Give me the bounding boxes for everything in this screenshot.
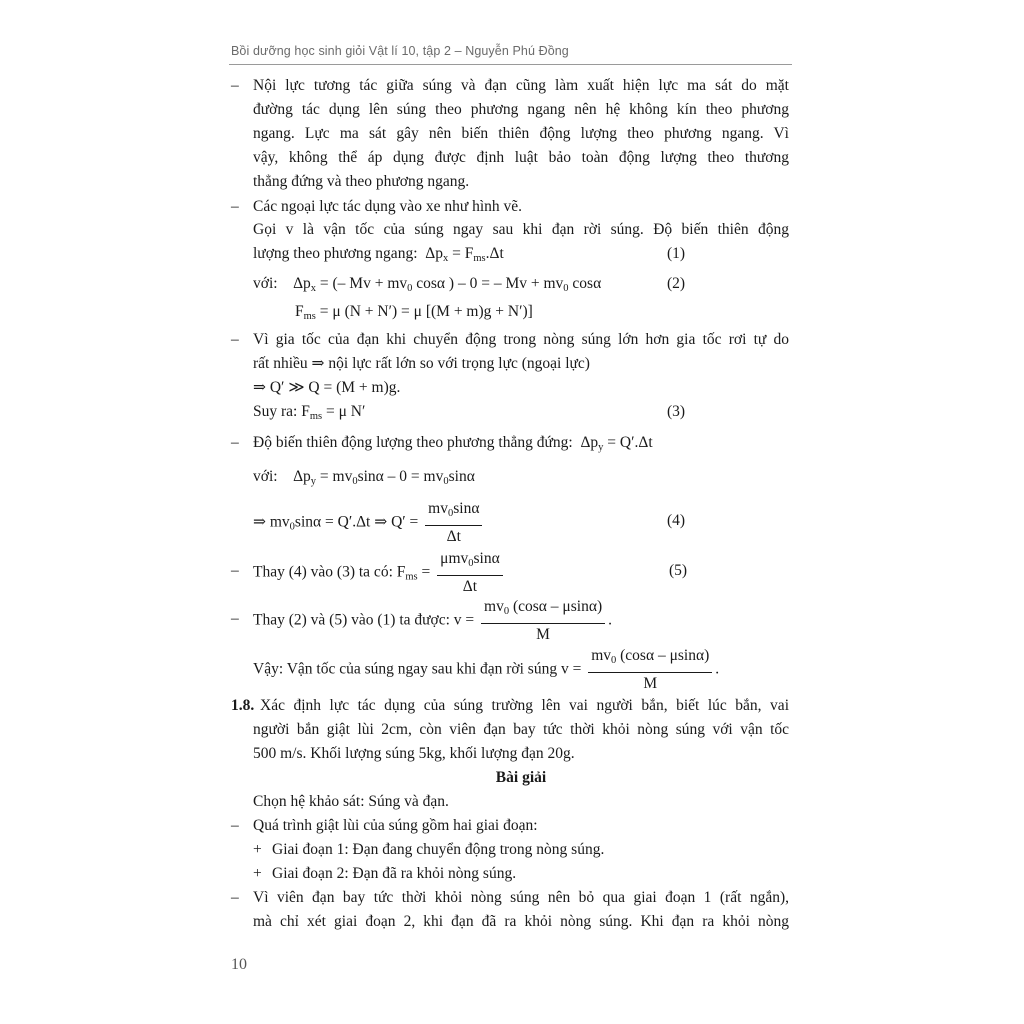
equation-line: với: $\Delta p_x$ = (– $Mv + mv_0$ cosα ) – 0 = – $Mv + mv_0$ cosα [253,275,602,294]
text-line: Quá trình giật lùi của súng gồm hai giai đoạn: [253,817,538,834]
equation-line: với: $\Delta p_y = mv_0\sin\alpha - 0 = mv_0\sin\alpha$ [253,468,475,487]
bullet-dash: – [231,198,239,215]
problem-number: 1.8. [231,697,255,714]
bullet-dash: – [231,434,239,451]
equation-number: (1) [667,245,686,262]
text-line: thẳng đứng và theo phương ngang. [253,173,470,190]
text-line: Vì gia tốc của đạn khi chuyển động trong nòng súng lớn hơn gia tốc rơi tự do [253,331,789,348]
text-line: 500 m/s. Khối lượng súng 5kg, khối lượng đạn 20g. [253,745,575,762]
page-number: 10 [231,956,247,973]
equation-number: (2) [667,275,686,292]
bullet-plus: + [253,865,262,882]
equation-line: Suy ra: $F_{ms} = \mu$ N′ [253,403,366,422]
equation-line: Độ biến thiên động lượng theo phương thẳng đứng: $\Delta p_y = Q'.\Delta t$ [253,434,653,453]
text-line: mà chỉ xét giai đoạn 2, khi đạn đã ra khỏi nòng súng. Khi đạn ra khỏi nòng [253,913,789,930]
solution-title: Bài giải [495,769,547,786]
text-line: đường tác dụng lên súng theo phương ngang nên hệ không kín theo phương [253,101,789,118]
text-line: ⇒ Q′ ≫ Q = (M + m)g. [253,379,401,396]
header-rule [229,64,792,65]
equation-number: (3) [667,403,686,420]
text-line: Xác định lực tác dụng của súng trường lên vai người bắn, biết lúc bắn, vai [260,697,789,714]
bullet-dash: – [231,817,239,834]
equation-line: Vậy: Vận tốc của súng ngay sau khi đạn rời súng v = $\frac{mv_0 (\cos\alpha - \mu\sin\alpha)}{M}$ . [253,647,720,692]
text-line: Nội lực tương tác giữa súng và đạn cũng làm xuất hiện lực ma sát do mặt [253,77,789,94]
text-line: Giai đoạn 1: Đạn đang chuyển động trong nòng súng. [272,841,605,858]
equation: $\Delta p_x = F_{ms}.\Delta t$ [425,245,504,264]
equation-line: lượng theo phương ngang: $\Delta p_x = F_{ms}.\Delta t$ [253,245,504,264]
running-header: Bồi dưỡng học sinh giỏi Vật lí 10, tập 2 – Nguyễn Phú Đồng [231,44,569,58]
bullet-dash: – [231,77,239,94]
text-line: Giai đoạn 2: Đạn đã ra khỏi nòng súng. [272,865,517,882]
equation: $\Delta p_x$ = (– $Mv + mv_0$ cosα ) – 0 = – $Mv + mv_0$ cosα [293,275,602,294]
text-line: Chọn hệ khảo sát: Súng và đạn. [253,793,449,810]
text-line: Các ngoại lực tác dụng vào xe như hình vẽ. [253,198,523,215]
equation-line: Thay (4) vào (3) ta có: $F_{ms}$ = $\frac{\mu mv_0\sin\alpha}{\Delta t}$ [253,549,506,597]
fraction: $\frac{\mu mv_0\sin\alpha}{\Delta t}$ [437,549,503,597]
fraction: $\frac{mv_0 (\cos\alpha - \mu\sin\alpha)}{M}$ [481,597,605,645]
equation: $\Delta p_y = mv_0\sin\alpha - 0 = mv_0\sin\alpha$ [293,468,475,487]
equation-number: (4) [667,512,686,529]
bullet-plus: + [253,841,262,858]
bullet-dash: – [231,331,239,348]
equation: $F_{ms} = \mu$ (N + N′) = μ [(M + m)g + N′)] [295,303,533,322]
text-line: rất nhiều ⇒ nội lực rất lớn so với trọng lực (ngoại lực) [253,355,590,372]
bullet-dash: – [231,562,239,579]
fraction: $\frac{mv_0 (\cos\alpha - \mu\sin\alpha)}{M}$ [588,646,712,694]
equation: $\Delta p_y = Q'.\Delta t$ [580,434,653,453]
text-line: ngang. Lực ma sát gây nên biến thiên động lượng theo phương ngang. Vì [253,125,789,142]
bullet-dash: – [231,610,239,627]
text-line: Gọi v là vận tốc của súng ngay sau khi đạn rời súng. Độ biến thiên động [253,221,789,238]
equation-line: ⇒ $mv_0\sin\alpha = Q'.\Delta t$ ⇒ Q′ = $\frac{mv_0\sin\alpha}{\Delta t}$ [253,499,485,547]
fraction: $\frac{mv_0\sin\alpha}{\Delta t}$ [425,499,482,547]
bullet-dash: – [231,889,239,906]
equation-number: (5) [669,562,688,579]
text-line: vậy, không thể áp dụng được định luật bảo toàn động lượng theo thương [253,149,789,166]
text-line: Vì viên đạn bay tức thời khỏi nòng súng nên bỏ qua giai đoạn 1 (rất ngắn), [253,889,789,906]
text-line: người bắn giật lùi 2cm, còn viên đạn bay tức thời khỏi nòng súng với vận tốc [253,721,789,738]
equation-line: Thay (2) và (5) vào (1) ta được: v = $\frac{mv_0 (\cos\alpha - \mu\sin\alpha)}{M}$ . [253,598,612,643]
